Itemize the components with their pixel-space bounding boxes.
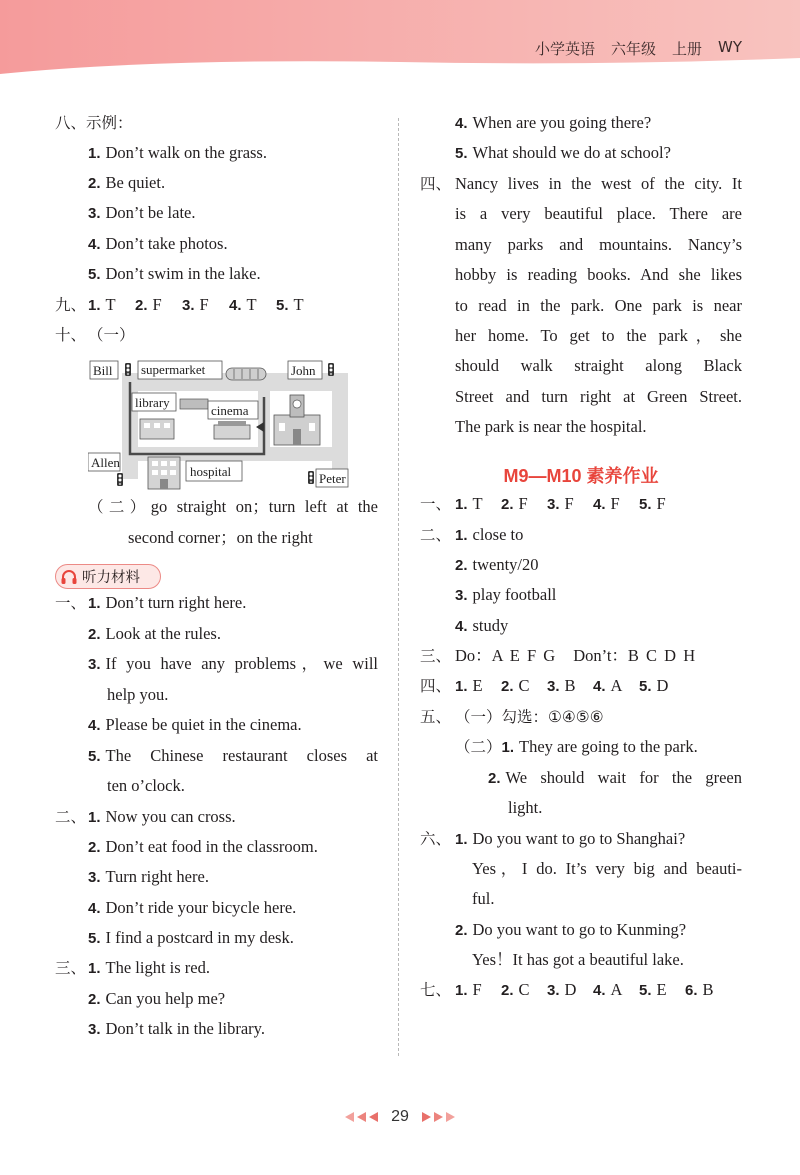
- item-number: 1.: [455, 496, 468, 513]
- hospital-building-icon: [148, 457, 180, 489]
- answer-item: [182, 295, 229, 316]
- item-number: 1.: [455, 527, 468, 544]
- answer-letter: A: [610, 980, 623, 999]
- section-label-text: 三、: [55, 959, 87, 977]
- small-building-icon: [180, 399, 208, 409]
- list-item: [455, 737, 698, 758]
- item-text: When are you going there?: [472, 113, 652, 132]
- item-text: help you.: [107, 685, 169, 704]
- m-section-4-answers: [420, 676, 685, 697]
- header-info: [535, 38, 742, 59]
- list-item: [488, 768, 742, 789]
- answer-item: [229, 295, 276, 316]
- section-9-answers: [55, 295, 323, 316]
- m-section-7-answers: [420, 980, 731, 1001]
- section-label: [420, 174, 451, 194]
- item-text: If you have any problems，we will: [105, 654, 378, 673]
- item-text: Don’t take photos.: [105, 234, 228, 253]
- answer-item: [547, 494, 593, 515]
- header-grade: 六年级: [610, 40, 656, 58]
- section-label-text: 二、: [420, 526, 452, 544]
- item-number: 5.: [455, 145, 468, 162]
- item-number: 4.: [455, 618, 468, 635]
- list-item: [455, 143, 671, 164]
- section-label-text: 四、: [420, 175, 452, 193]
- paragraph-line: her home. To get to the park，she: [455, 326, 742, 345]
- section-label: [55, 593, 86, 613]
- item-number: 6.: [685, 982, 698, 999]
- item-text: Don’t walk on the grass.: [105, 143, 267, 162]
- list-item-continuation: [107, 685, 168, 705]
- item-text: light.: [508, 798, 543, 817]
- item-text: Turn right here.: [105, 867, 209, 886]
- section-label: 九、: [55, 296, 87, 314]
- section-label: 十、: [55, 326, 87, 344]
- item-number: 5.: [88, 748, 101, 765]
- list-item: [88, 203, 195, 224]
- answer-letter: D: [656, 676, 669, 695]
- item-number: 3.: [88, 205, 101, 222]
- item-text: We should wait for the green: [505, 768, 742, 787]
- answer-item: [639, 980, 685, 1001]
- header-edition: WY: [718, 38, 742, 56]
- item-number: 1.: [88, 595, 101, 612]
- answer-letter: E: [656, 980, 667, 999]
- item-number: 2.: [88, 991, 101, 1008]
- triangle-right-icon: [421, 1111, 455, 1123]
- item-text: close to: [472, 525, 524, 544]
- answer-letter: E: [472, 676, 483, 695]
- headphones-icon: [60, 569, 78, 585]
- answer-letter: F: [199, 295, 209, 314]
- section-label: 一、: [420, 495, 452, 513]
- map-label-john: John: [291, 363, 316, 378]
- m-section-3: [420, 646, 695, 666]
- traffic-light-icon: [328, 363, 334, 376]
- paragraph-line: should walk straight along Black: [455, 356, 742, 375]
- item-number: 2.: [501, 982, 514, 999]
- listening-title: 听力材料: [82, 570, 140, 586]
- list-item: [88, 234, 228, 255]
- answer-letter: T: [472, 494, 483, 513]
- list-item: [88, 898, 296, 919]
- section-label: [55, 807, 86, 827]
- item-number: 2.: [488, 770, 501, 787]
- item-number: 1.: [501, 739, 515, 756]
- paragraph-line: Nancy lives in the west of the city. It: [455, 174, 742, 193]
- paragraph-line: Street and turn right at Green Street.: [455, 387, 742, 406]
- list-item-continuation: [508, 798, 542, 818]
- road-right: [332, 373, 348, 479]
- section-label: [420, 829, 451, 849]
- answer-item: [88, 295, 135, 316]
- part-label: （二）: [88, 498, 151, 516]
- dont-answers: Don’t：B C D H: [573, 646, 696, 665]
- item-text: The Chinese restaurant closes at: [105, 746, 378, 765]
- item-text: Be quiet.: [105, 173, 166, 192]
- clock-tower-building-icon: [274, 395, 320, 445]
- item-text: Don’t be late.: [105, 203, 196, 222]
- list-item: [88, 958, 210, 979]
- item-number: 5.: [639, 496, 652, 513]
- section-label: [420, 525, 451, 545]
- answer-item: [501, 676, 547, 697]
- section-10-heading: [55, 325, 135, 345]
- map-label-supermarket: supermarket: [141, 362, 206, 377]
- section-title: M9—M10 素养作业: [503, 466, 659, 486]
- answer-letter: B: [702, 980, 714, 999]
- item-text: Don’t ride your bicycle here.: [105, 898, 297, 917]
- answer-letter: B: [564, 676, 576, 695]
- section-label: [55, 958, 86, 978]
- list-item: [455, 525, 523, 546]
- list-item: [455, 920, 686, 941]
- part-label: （二）: [455, 738, 502, 756]
- answer-item: [547, 676, 593, 697]
- m-section-1-answers: [420, 494, 685, 515]
- list-item-continuation: [107, 776, 185, 796]
- list-item: [88, 867, 209, 888]
- list-item: [455, 829, 685, 850]
- map-label-allen: Allen: [91, 455, 120, 470]
- route-map: [88, 357, 350, 493]
- list-item: [88, 173, 165, 194]
- answer-item: [501, 494, 547, 515]
- item-number: 5.: [639, 678, 652, 695]
- item-number: 1.: [455, 982, 468, 999]
- list-item: [88, 654, 378, 675]
- answer-item: [276, 295, 323, 316]
- paragraph-line: The park is near the hospital.: [455, 417, 647, 436]
- item-number: 4.: [593, 982, 606, 999]
- section-label-text: 一、: [55, 594, 87, 612]
- item-number: 1.: [88, 960, 101, 977]
- answer-item: [639, 494, 685, 515]
- answer-letter: D: [564, 980, 577, 999]
- list-item: [88, 1019, 265, 1040]
- item-number: 4.: [88, 717, 101, 734]
- section-10-part2-line: [88, 497, 378, 517]
- list-item: [455, 113, 651, 134]
- item-text: They are going to the park.: [519, 737, 698, 756]
- item-number: 3.: [88, 1021, 101, 1038]
- paragraph-line: to read in the park. One park is near: [455, 296, 742, 315]
- list-item-continuation: ful.: [472, 889, 495, 908]
- answer-letter: T: [246, 295, 257, 314]
- map-label-peter: Peter: [319, 471, 346, 486]
- item-text: Now you can cross.: [105, 807, 236, 826]
- list-item: [88, 746, 378, 767]
- answer-item: [593, 676, 639, 697]
- map-label-library: library: [135, 395, 170, 410]
- section-label: 七、: [420, 981, 452, 999]
- list-item: [88, 143, 267, 164]
- item-number: 5.: [276, 297, 289, 314]
- traffic-light-icon: [117, 473, 123, 486]
- answer-letter: F: [656, 494, 666, 513]
- section-label: 八、示例：: [55, 114, 133, 132]
- column-divider: [398, 118, 399, 1056]
- list-item-continuation: Yes，I do. It’s very big and beauti-: [472, 859, 742, 878]
- item-number: 3.: [547, 678, 560, 695]
- list-item: [88, 989, 225, 1010]
- item-text: Please be quiet in the cinema.: [105, 715, 302, 734]
- list-item: [88, 807, 236, 828]
- answer-item: [135, 295, 182, 316]
- answer-letter: T: [293, 295, 304, 314]
- item-text: ten o’clock.: [107, 776, 185, 795]
- item-number: 2.: [88, 175, 101, 192]
- section-10-part2-line: [128, 528, 313, 548]
- checked-options: ①④⑤⑥: [548, 708, 604, 726]
- part-label: （一）: [88, 326, 135, 344]
- section-label: 五、: [420, 708, 452, 726]
- section-label-text: 六、: [420, 830, 452, 848]
- do-answers: Do：A E F G: [455, 646, 556, 665]
- header-volume: 上册: [671, 40, 702, 58]
- traffic-light-icon: [308, 471, 314, 484]
- item-number: 4.: [229, 297, 242, 314]
- item-number: 3.: [455, 587, 468, 604]
- library-building-icon: [140, 419, 174, 439]
- answer-letter: F: [152, 295, 162, 314]
- item-number: 2.: [455, 557, 468, 574]
- answer-letter: C: [518, 676, 530, 695]
- item-text: Don’t talk in the library.: [105, 1019, 265, 1038]
- section-8-heading: [55, 113, 133, 133]
- item-number: 2.: [88, 626, 101, 643]
- listening-material-label: [55, 564, 161, 589]
- section-label: 四、: [420, 677, 452, 695]
- item-number: 1.: [88, 145, 101, 162]
- traffic-light-icon: [125, 363, 131, 376]
- m-section-5-part1: [420, 707, 604, 727]
- item-number: 3.: [88, 656, 101, 673]
- section-label: 三、: [420, 647, 452, 665]
- item-number: 2.: [88, 839, 101, 856]
- list-item: [88, 928, 294, 949]
- paragraph-line: hobby is reading books. And she likes: [455, 265, 742, 284]
- list-item: [88, 593, 246, 614]
- item-number: 1.: [88, 297, 101, 314]
- section-label-text: 二、: [55, 808, 87, 826]
- answer-letter: F: [472, 980, 482, 999]
- header-subject: 小学英语: [534, 40, 595, 58]
- item-number: 3.: [547, 982, 560, 999]
- item-number: 1.: [88, 809, 101, 826]
- answer-item: [593, 494, 639, 515]
- item-text: The light is red.: [105, 958, 210, 977]
- item-number: 1.: [455, 678, 468, 695]
- list-item: [88, 624, 221, 645]
- answer-item: [455, 494, 501, 515]
- item-text: Look at the rules.: [105, 624, 221, 643]
- item-number: 5.: [88, 266, 101, 283]
- paragraph-line: many parks and mountains. Nancy’s: [455, 235, 742, 254]
- list-item: [455, 616, 508, 637]
- answer-letter: F: [564, 494, 574, 513]
- answer-letter: F: [610, 494, 620, 513]
- answer-item: [593, 980, 639, 1001]
- part-label: （一）勾选：: [455, 708, 549, 726]
- answer-item: [639, 676, 685, 697]
- answer-item: [455, 980, 501, 1001]
- list-item: [455, 555, 539, 576]
- item-text: Don’t swim in the lake.: [105, 264, 261, 283]
- page-footer: [0, 1108, 800, 1126]
- list-item: [88, 264, 261, 285]
- item-text: I find a postcard in my desk.: [105, 928, 294, 947]
- item-number: 3.: [547, 496, 560, 513]
- item-number: 4.: [455, 115, 468, 132]
- item-text: twenty/20: [472, 555, 539, 574]
- item-number: 2.: [455, 922, 468, 939]
- answer-text: go straight on；turn left at the: [150, 497, 378, 516]
- triangle-left-icon: [345, 1111, 379, 1123]
- answer-letter: A: [610, 676, 623, 695]
- list-item-continuation: Yes！It has got a beautiful lake.: [472, 950, 684, 969]
- list-item: [88, 837, 318, 858]
- item-text: play football: [472, 585, 557, 604]
- item-text: Do you want to go to Kunming?: [472, 920, 687, 939]
- map-label-bill: Bill: [93, 363, 113, 378]
- item-text: What should we do at school?: [472, 143, 671, 162]
- supermarket-building-icon: [226, 368, 266, 380]
- item-number: 4.: [88, 900, 101, 917]
- answer-letter: C: [518, 980, 530, 999]
- answer-item: [547, 980, 593, 1001]
- answer-item: [501, 980, 547, 1001]
- item-text: Don’t turn right here.: [105, 593, 247, 612]
- answer-item: [685, 980, 731, 1001]
- item-number: 4.: [593, 496, 606, 513]
- item-text: Don’t eat food in the classroom.: [105, 837, 318, 856]
- cinema-building-icon: [214, 421, 250, 439]
- list-item: [88, 715, 302, 736]
- map-label-hospital: hospital: [190, 464, 232, 479]
- item-number: 5.: [639, 982, 652, 999]
- answer-item: [455, 676, 501, 697]
- answer-letter: F: [518, 494, 528, 513]
- list-item: [455, 585, 556, 606]
- item-text: Do you want to go to Shanghai?: [472, 829, 686, 848]
- item-number: 4.: [593, 678, 606, 695]
- item-number: 2.: [501, 678, 514, 695]
- item-number: 3.: [182, 297, 195, 314]
- item-number: 4.: [88, 236, 101, 253]
- item-number: 5.: [88, 930, 101, 947]
- item-text: Can you help me?: [105, 989, 226, 1008]
- item-number: 1.: [455, 831, 468, 848]
- page-number: 29: [391, 1108, 409, 1125]
- item-number: 2.: [501, 496, 514, 513]
- item-text: study: [472, 616, 509, 635]
- answer-text: second corner；on the right: [128, 528, 313, 547]
- paragraph-line: is a very beautiful place. There are: [455, 204, 742, 223]
- answer-letter: T: [105, 295, 116, 314]
- map-label-cinema: cinema: [211, 403, 249, 418]
- item-number: 2.: [135, 297, 148, 314]
- item-number: 3.: [88, 869, 101, 886]
